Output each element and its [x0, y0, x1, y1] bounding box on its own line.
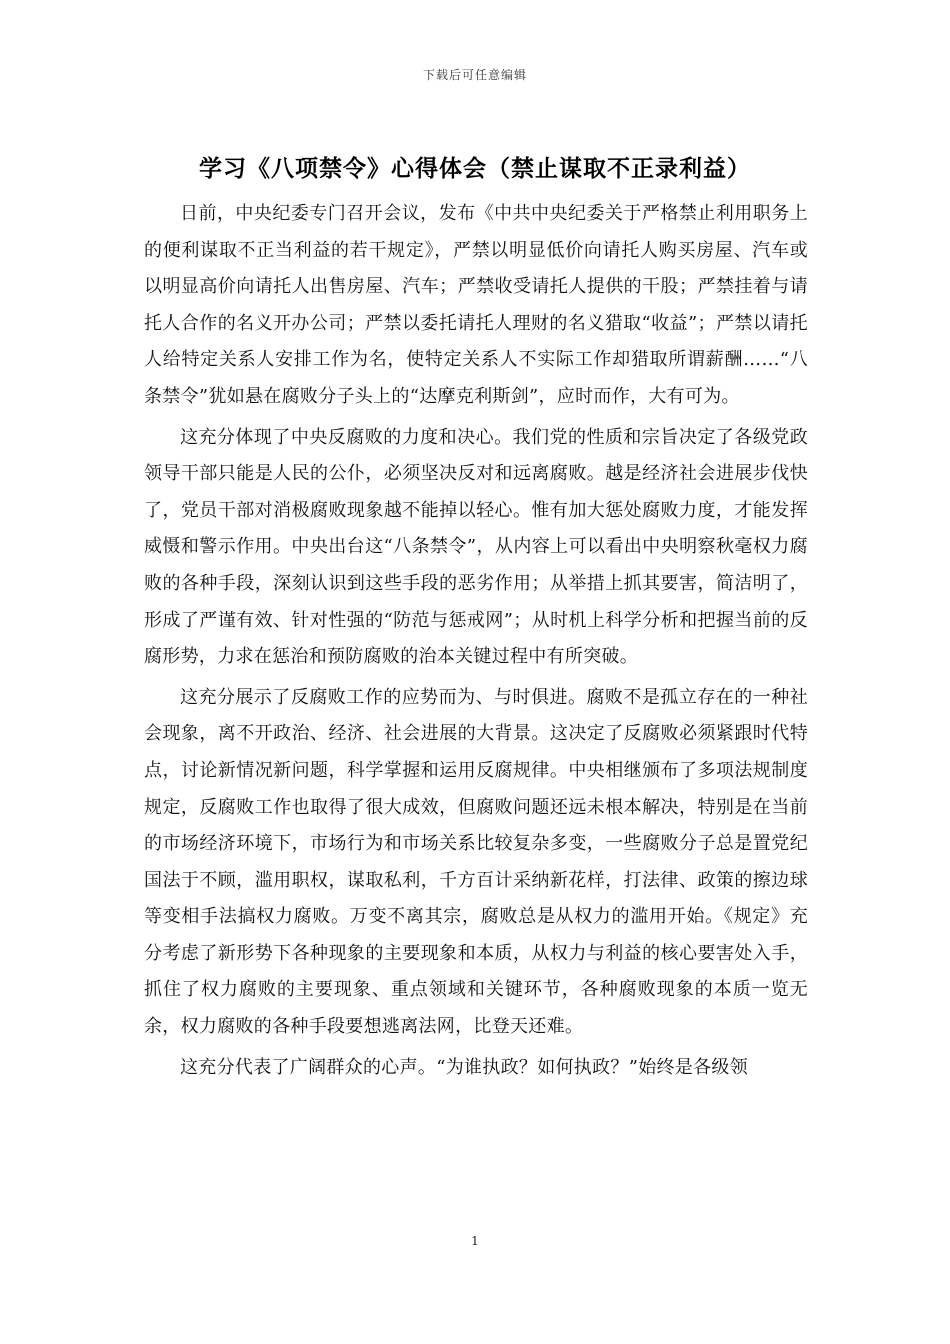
paragraph-4: 这充分代表了广阔群众的心声。“为谁执政？如何执政？”始终是各级领	[180, 1056, 749, 1078]
paragraph-3: 这充分展示了反腐败工作的应势而为、与时俱进。腐败不是孤立存在的一种社会现象，离不开政治、经济、社会进展的大背景。这决定了反腐败必须紧跟时代特点，讨论新情况新问题，科学掌握和运用反腐规律。中央相继颁布了多项法规制度规定，反腐败工作也取得了很大成效，但腐败问题还远未根本解决，特别是在当前的市场经济环境下，市场行为和市场关系比较复杂多变，一些腐败分子总是置党纪国法于不顾，滥用职权，谋取私利，千方百计采纳新花样，打法律、政策的擦边球等变相手法搞权力腐败。万变不离其宗，腐败总是从权力的滥用开始。《规定》充分考虑了新形势下各种现象的主要现象和本质，从权力与利益的核心要害处入手，抓住了权力腐败的主要现象、重点领域和关键环节，各种腐败现象的本质一览无余，权力腐败的各种手段要想逃离法网，比登天还难。	[144, 686, 808, 1038]
document-body	[144, 196, 808, 1090]
document-title: 学习《八项禁令》心得体会（禁止谋取不正录利益）	[199, 156, 751, 182]
header-note: 下载后可任意编辑	[422, 68, 527, 82]
paragraph-2: 这充分体现了中央反腐败的力度和决心。我们党的性质和宗旨决定了各级党政领导干部只能是人民的公仆，必须坚决反对和远离腐败。越是经济社会进展步伐快了，党员干部对消极腐败现象越不能掉以轻心。惟有加大惩处腐败力度，才能发挥威慑和警示作用。中央出台这“八条禁令”，从内容上可以看出中央明察秋毫权力腐败的各种手段，深刻认识到这些手段的恶劣作用；从举措上抓其要害，简洁明了，形成了严谨有效、针对性强的“防范与惩戒网”；从时机上科学分析和把握当前的反腐形势，力求在惩治和预防腐败的治本关键过程中有所突破。	[144, 426, 808, 668]
paragraph-1: 日前，中央纪委专门召开会议，发布《中共中央纪委关于严格禁止利用职务上的便利谋取不正当利益的若干规定》，严禁以明显低价向请托人购买房屋、汽车或以明显高价向请托人出售房屋、汽车；严禁收受请托人提供的干股；严禁挂着与请托人合作的名义开办公司；严禁以委托请托人理财的名义猎取“收益”；严禁以请托人给特定关系人安排工作为名，使特定关系人不实际工作却猎取所谓薪酬……“八条禁令”犹如悬在腐败分子头上的“达摩克利斯剑”，应时而作，大有可为。	[144, 203, 808, 407]
page-number: 1	[471, 1234, 479, 1248]
